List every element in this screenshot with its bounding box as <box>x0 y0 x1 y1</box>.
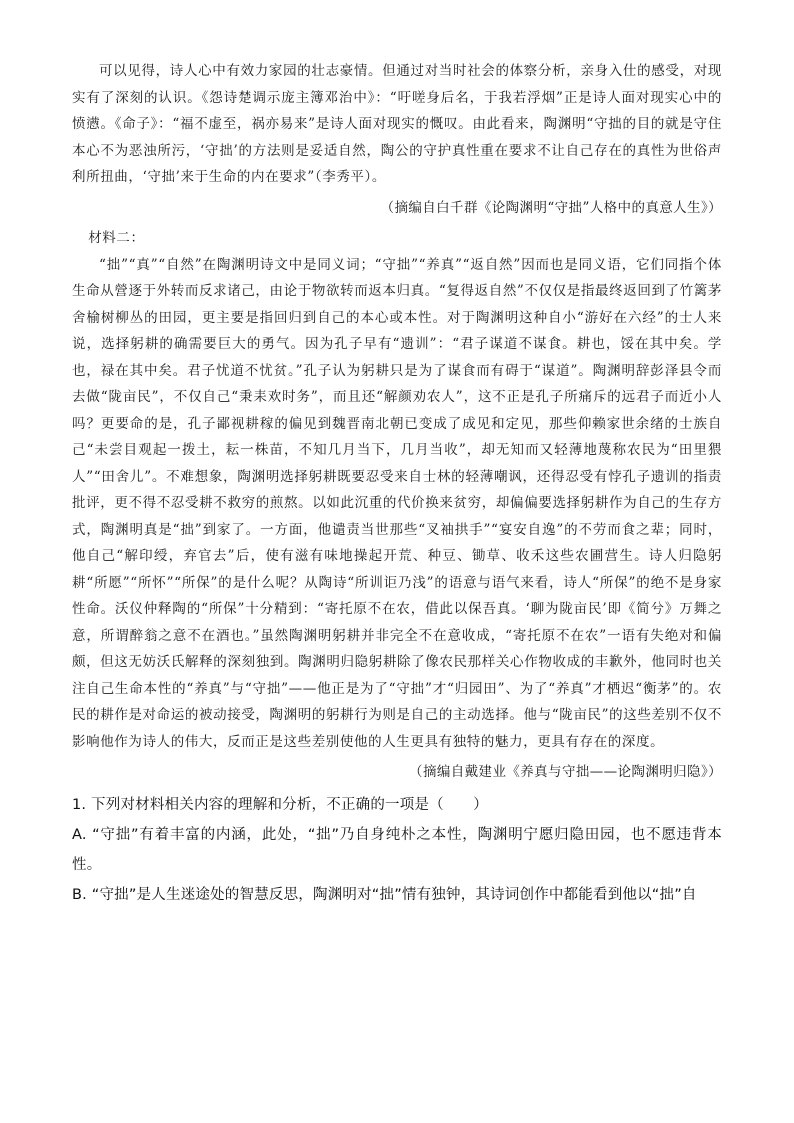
material2-source: （摘编自戴建业《养真与守拙——论陶渊明归隐》） <box>409 764 722 780</box>
document-content <box>72 58 722 910</box>
material2-label: 材料二： <box>88 230 145 246</box>
question1-option-a: A. “守拙”有着丰富的内涵，此处，“拙”乃自身纯朴之本性，陶渊明宁愿归隐田园，也不愿违背本性。 <box>72 826 722 873</box>
question1-stem: 1. 下列对材料相关内容的理解和分析，不正确的一项是（ ） <box>72 796 488 813</box>
material1-paragraph: 可以见得，诗人心中有效力家园的壮志豪情。但通过对当时社会的体察分析，亲身入仕的感受，对现实有了深刻的认识。《怨诗楚调示庞主簿邓治中》：“吁嗟身后名，于我若浮烟”正是诗人面对现实心中的愤懑。《命子》：“福不虚至，祸亦易来”是诗人面对现实的慨叹。由此看来，陶渊明“守拙的目的就是守住本心不为恶浊所污，‘守拙’的方法则是妥适自然，陶公的守护真性重在要求不让自己存在的真性为世俗声利所扭曲，‘守拙’来于生命的内在要求”（李秀平）。 <box>72 63 722 185</box>
material1-source: （摘编自白千群《论陶渊明“守拙”人格中的真意人生》） <box>380 199 722 216</box>
material2-paragraph: “拙”“真”“自然”在陶渊明诗文中是同义词；“守拙”“养真”“返自然”因而也是同义语，它们同指个体生命从營逐于外转而反求诸己，由论于物欲转而返本归真。“复得返自然”不仅仅是指最终返回到了竹篱茅舍榆树柳丛的田园，更主要是指回归到自己的本心或本性。对于陶渊明这种自小“游好在六经”的士人来说，选择躬耕的确需要巨大的勇气。因为孔子早有“遗训”：“君子谋道不谋食。耕也，馁在其中矣。学也，禄在其中矣。君子忧道不忧贫。”孔子认为躬耕只是为了谋食而有碍于“谋道”。陶渊明辞彭泽县令而去做“陇亩民”，不仅自己“秉耒欢时务”，而且还“解颜劝农人”，这不正是孔子所痛斥的远君子而近小人吗？更要命的是，孔子鄙视耕稼的偏见到魏晋南北朝已变成了成见和定见，那些仰赖家世余绪的士族自己“未尝目观起一拨土，耘一株苗，不知几月当下，几月当收”，却无知而又轻薄地蔑称农民为“田里猥人”“田舍儿”。不难想象，陶渊明选择躬耕既要忍受来自士林的轻薄嘲讽，还得忍受有悖孔子遗训的指责批评，更不得不忍受耕不救穷的煎熬。以如此沉重的代价换来贫穷，却偏偏要选择躬耕作为自己的生存方式，陶渊明真是“拙”到家了。一方面，他谴责当世那些“叉袖拱手”“宴安自逸”的不劳而食之辈；同时，他自己“解印绶，弃官去”后，使有滋有味地操起开荒、种豆、锄草、收禾这些农圃营生。诗人归隐躬耕“所愿”“所怀”“所保”的是什么呢？从陶诗“所训讵乃浅”的语意与语气来看，诗人“所保”的绝不是身家性命。沃仪仲释陶的“所保”十分精到：“寄托原不在农，借此以保吾真。‘聊为陇亩民’即《简兮》万舞之意，所谓醉翁之意不在酒也。”虽然陶渊明躬耕并非完全不在意收成，“寄托原不在农”一语有失绝对和偏颇，但这无妨沃氏解释的深刻独到。陶渊明归隐躬耕除了像农民那样关心作物收成的丰歉外，他同时也关注自己生命本性的“养真”与“守拙”——他正是为了“守拙”才“归园田”、为了“养真”才栖迟“衡茅”的。农民的耕作是对命运的被动接受，陶渊明的躬耕行为则是自己的主动选择。他与“陇亩民”的这些差别不仅不影响他作为诗人的伟大，反而正是这些差别使他的人生更具有独特的魅力，更具有存在的深度。 <box>72 256 722 750</box>
question1-option-b: B. “守拙”是人生迷途处的智慧反思，陶渊明对“拙”情有独钟，其诗词创作中都能看到他以“拙”自 <box>72 886 697 903</box>
